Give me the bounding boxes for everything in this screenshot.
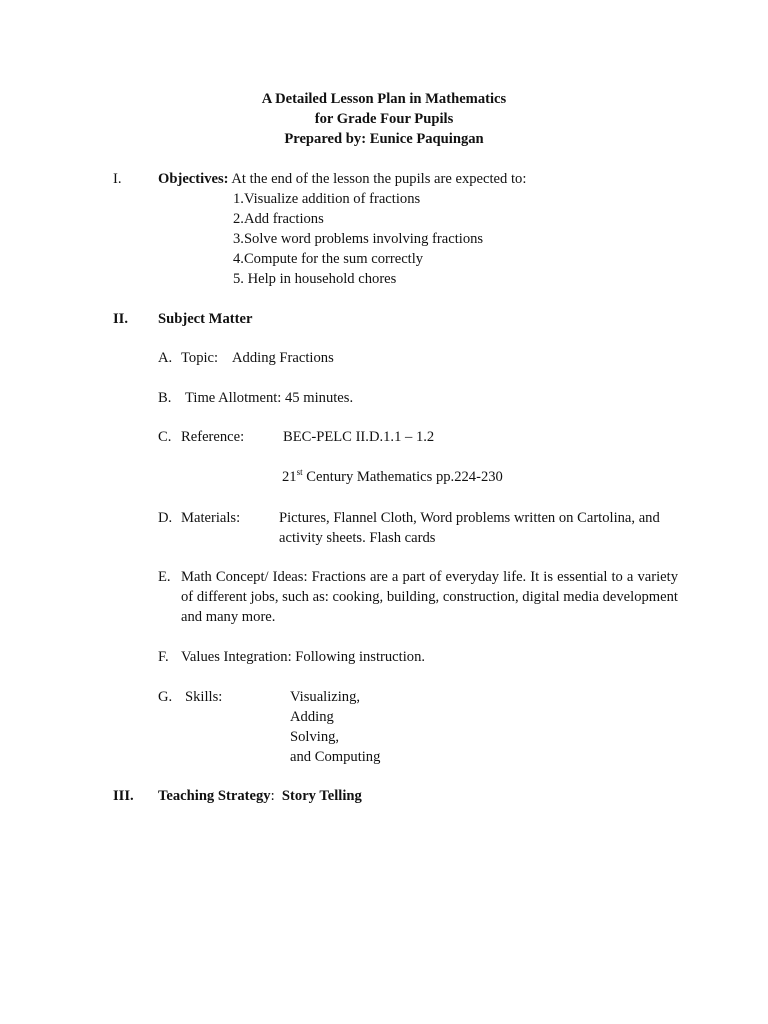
section-2-numeral: II. [113,311,129,327]
teaching-strategy-separator: : [270,788,275,804]
values-integration: Values Integration: Following instruction. [181,649,426,665]
section-3-numeral: III. [113,788,134,804]
document-author: Prepared by: Eunice Paquingan [284,131,484,147]
skill-item: and Computing [290,749,381,765]
skill-item: Adding [290,709,334,725]
topic-value: Adding Fractions [232,350,334,366]
skills-label: Skills: [185,689,223,705]
item-g-letter: G. [158,689,173,705]
objectives-label: Objectives: [158,171,229,187]
materials-line-2: activity sheets. Flash cards [279,530,436,546]
objectives-intro: At the end of the lesson the pupils are expected to: [228,171,527,187]
reference-ordinal: st [296,467,303,477]
materials-line-1: Pictures, Flannel Cloth, Word problems written on Cartolina, and [279,510,660,526]
reference-title: Century Mathematics pp.224-230 [302,469,503,485]
section-1-heading [158,169,526,189]
objective-item: 2.Add fractions [233,211,324,227]
document-subtitle: for Grade Four Pupils [314,111,454,127]
objective-item: 3.Solve word problems involving fractions [233,231,484,247]
item-a-letter: A. [158,350,173,366]
time-allotment: Time Allotment: 45 minutes. [185,390,354,406]
reference-value-2 [282,467,503,487]
reference-label: Reference: [181,429,245,445]
materials-label: Materials: [181,510,241,526]
objective-item: 1.Visualize addition of fractions [233,191,421,207]
objective-item: 4.Compute for the sum correctly [233,251,424,267]
teaching-strategy-label: Teaching Strategy [158,788,271,804]
teaching-strategy-value: Story Telling [281,788,362,804]
item-e-letter: E. [158,569,171,585]
reference-value-1: BEC-PELC II.D.1.1 – 1.2 [283,429,435,445]
section-3-heading [158,786,362,806]
skill-item: Solving, [290,729,340,745]
reference-number: 21 [282,469,297,485]
skill-item: Visualizing, [290,689,361,705]
topic-label: Topic: [181,350,219,366]
item-b-letter: B. [158,390,172,406]
item-f-letter: F. [158,649,169,665]
section-1-numeral: I. [113,171,122,187]
document-title: A Detailed Lesson Plan in Mathematics [261,91,507,107]
item-c-letter: C. [158,429,172,445]
math-concept-paragraph: Math Concept/ Ideas: Fractions are a part of everyday life. It is essential to a variety of different jobs, such as: cooking, building, construction, digital media development and many more. [181,569,678,625]
item-d-letter: D. [158,510,173,526]
objective-item: 5. Help in household chores [233,271,397,287]
section-2-heading: Subject Matter [158,311,253,327]
